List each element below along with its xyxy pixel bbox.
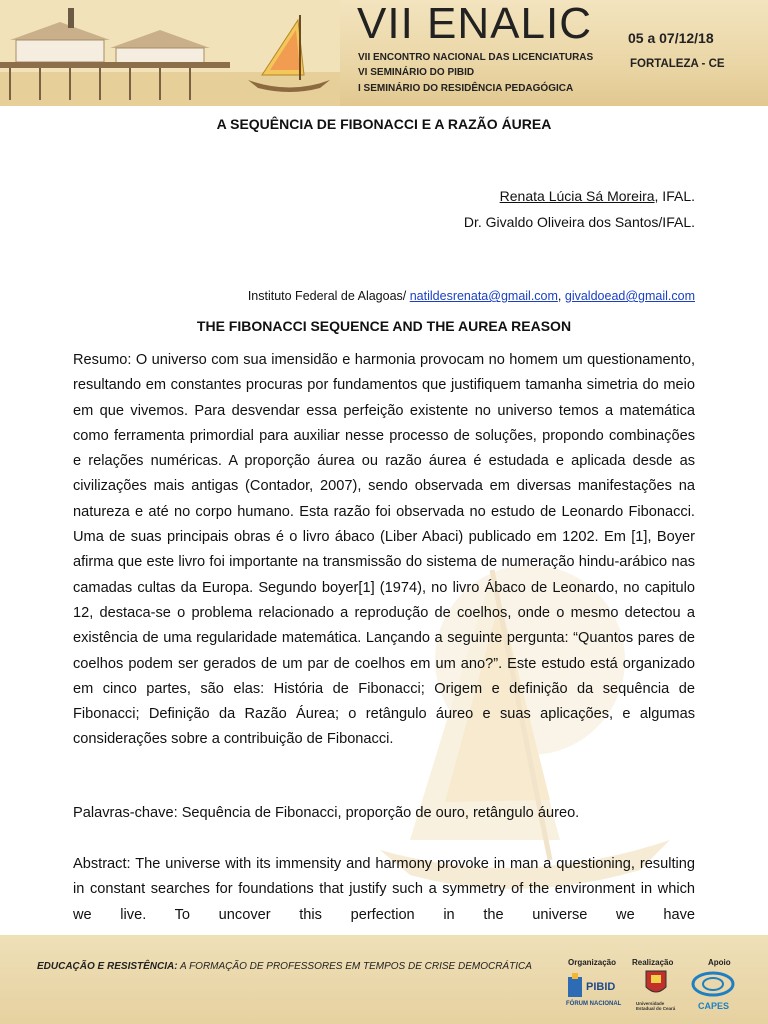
event-dates: 05 a 07/12/18 [628, 30, 714, 46]
motto-bold: EDUCAÇÃO E RESISTÊNCIA: [37, 961, 178, 972]
email-link[interactable]: givaldoead@gmail.com [564, 289, 695, 303]
author-line-2: Dr. Givaldo Oliveira dos Santos/IFAL. [463, 214, 695, 230]
capes-icon [688, 969, 738, 999]
paper-title: A SEQUÊNCIA DE FIBONACCI E A RAZÃO ÁUREA [216, 116, 552, 132]
event-subtitle-line: I SEMINÁRIO DO RESIDÊNCIA PEDAGÓGICA [358, 83, 574, 94]
event-footer [0, 935, 768, 1024]
pibid-text: PIBID [586, 981, 616, 993]
author-line-1 [500, 188, 695, 204]
email-separator: , [557, 289, 565, 303]
keywords-paragraph: Palavras-chave: Sequência de Fibonacci, proporção de ouro, retângulo áureo. [73, 805, 580, 821]
author-name: Renata Lúcia Sá Moreira [499, 188, 655, 204]
uece-text: Universidade Estadual do Ceará [636, 1001, 676, 1011]
event-banner [0, 0, 768, 106]
label-organizacao: Organização [568, 958, 617, 967]
abstract-paragraph: Abstract: The universe with its immensity and harmony provoke in man a questioning, resulting in constant searches for foundations that justify such a symmetry of the environment in which we live. To uncover this perfection in the universe we have [73, 856, 695, 923]
institution-line [248, 289, 695, 303]
email-link[interactable]: natildesrenata@gmail.com [409, 289, 558, 303]
paper-title-english: THE FIBONACCI SEQUENCE AND THE AUREA REASON [196, 318, 572, 334]
capes-logo [688, 969, 738, 1017]
institution-name: Instituto Federal de Alagoas/ [247, 289, 410, 303]
label-apoio: Apoio [708, 958, 731, 967]
resumo-paragraph: Resumo: O universo com sua imensidão e harmonia provocam no homem um questionamento, resultando em constantes procuras por fundamentos que justifiquem tamanha simetria do meio em que vivemos. Para desvendar essa perfeição existente no universo temos a matemática como ferramenta primordial para auxiliar nesse processo de soluções, propondo combinações e relações numéricas. A proporção áurea ou razão áurea é estudada e aplicada desde as civilizações mais antigas (Contador, 2007), sendo observada em diversas manifestações na natureza e até no corpo humano. Esta razão foi observada no estudo de Leonardo Fibonacci. Uma de suas principais obras é o livro ábaco (Liber Abaci) publicado em 1202. Em [1], Boyer afirma que este livro foi importante na transmissão do sistema de numeração hindu-arábico nas camadas cultas da Europa. Segundo boyer[1] (1974), no livro Ábaco de Leonardo, no capitulo 12, destaca-se o problema relacionado a reprodução de coelhos, onde o mesmo detectou a existência de uma regularidade matemática. Lançando a seguinte pergunta: “Quantos pares de coelhos podem ser gerados de um par de coelhos em um ano?”. Este estudo está organizado em cinco partes, são elas: História de Fibonacci; Origem e definição da sequência de Fibonacci; Definição da Razão Áurea; o retângulo áureo e suas aplicações, e algumas considerações sobre a contribuição de Fibonacci. [73, 352, 695, 748]
event-title: VII ENALIC [357, 0, 592, 48]
forum-text: FÓRUM NACIONAL [566, 1001, 622, 1007]
pier-sailboat-illustration [0, 0, 340, 106]
footer-motto [37, 961, 532, 972]
event-subtitle-line: VI SEMINÁRIO DO PIBID [358, 67, 475, 78]
uece-logo [636, 969, 676, 1017]
label-realizacao: Realização [632, 958, 674, 967]
event-city: FORTALEZA - CE [630, 58, 725, 70]
motto-rest: A FORMAÇÃO DE PROFESSORES EM TEMPOS DE CRISE DEMOCRÁTICA [177, 961, 532, 972]
capes-text: CAPES [698, 1001, 730, 1011]
uece-crest-icon [636, 969, 676, 999]
event-subtitle-line: VII ENCONTRO NACIONAL DAS LICENCIATURAS [358, 52, 594, 63]
author-affiliation: , IFAL. [654, 188, 695, 204]
pibid-forum-logo [566, 971, 626, 1015]
